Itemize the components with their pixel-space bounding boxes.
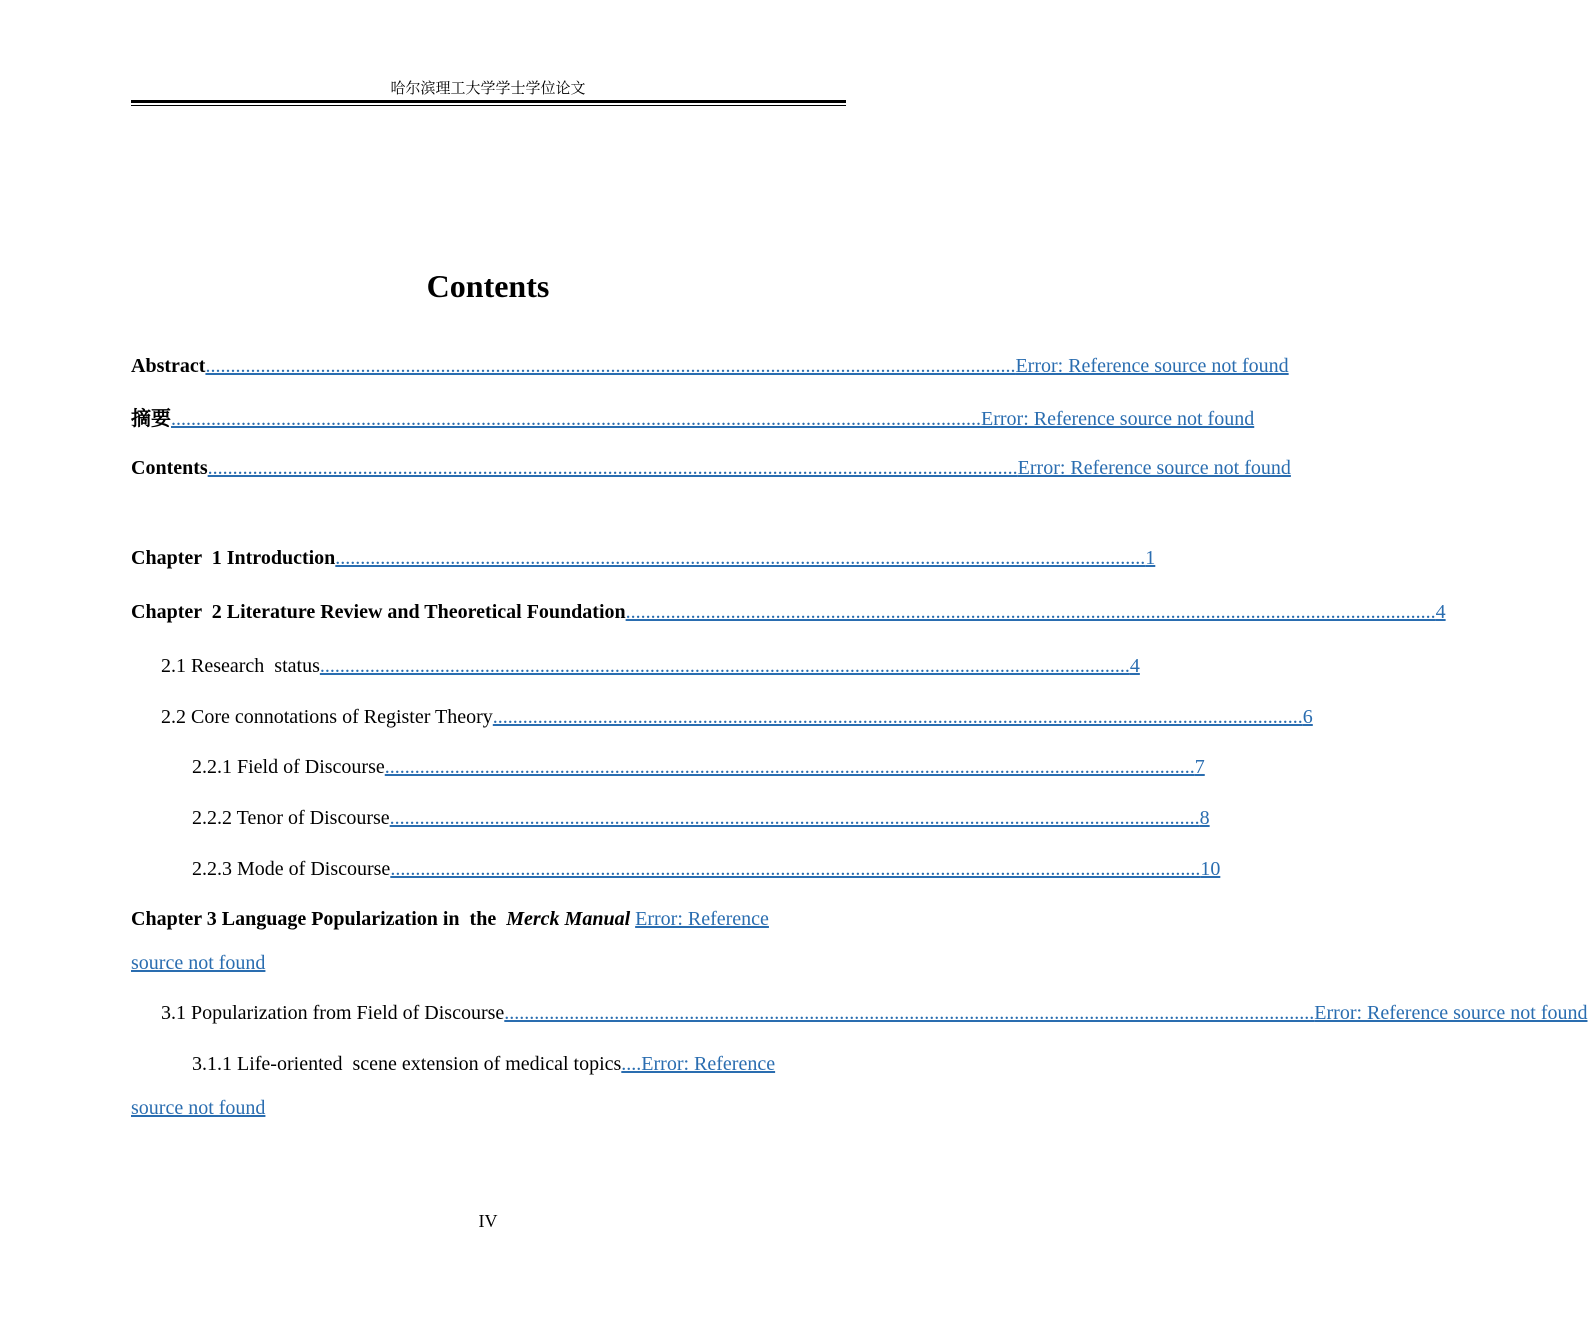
- toc-entry-2-2-2[interactable]: [192, 805, 1210, 831]
- toc-page-ref[interactable]: 8: [1199, 807, 1210, 829]
- toc-page-ref[interactable]: 4: [1435, 601, 1446, 623]
- toc-leader[interactable]: ..................................................................................................................................................................: [319, 655, 1130, 677]
- toc-entry-2-1[interactable]: [161, 653, 1140, 679]
- toc-page-ref[interactable]: 7: [1194, 756, 1205, 778]
- toc-label: 2.1 Research status: [161, 655, 320, 677]
- header-rule-thick: [131, 100, 846, 103]
- toc-page-ref[interactable]: 4: [1129, 655, 1140, 677]
- toc-label: Contents: [131, 457, 208, 479]
- toc-entry-2-2-1[interactable]: [192, 754, 1205, 780]
- toc-entry-chapter-1[interactable]: [131, 545, 1156, 571]
- header-rule-thin: [131, 105, 846, 106]
- toc-page-ref[interactable]: Error: Reference source not found: [981, 408, 1255, 430]
- toc-page-ref[interactable]: ....Error: Reference: [621, 1053, 776, 1075]
- toc-entry-2-2[interactable]: [161, 704, 1313, 730]
- toc-label: 摘要: [131, 406, 171, 430]
- toc-label: 2.2.3 Mode of Discourse: [192, 858, 391, 880]
- toc-label: Abstract: [131, 355, 206, 377]
- toc-page-ref[interactable]: Error: Reference: [635, 908, 769, 930]
- page-title: Contents: [426, 268, 550, 304]
- toc-label: Chapter 2 Literature Review and Theoretical Foundation: [131, 601, 626, 623]
- page-number: IV: [478, 1211, 498, 1231]
- toc-page-ref-continued[interactable]: source not found: [131, 952, 266, 974]
- toc-page-ref-continued[interactable]: source not found: [131, 1097, 266, 1119]
- toc-leader[interactable]: ..................................................................................................................................................................: [389, 807, 1200, 829]
- toc-page-ref[interactable]: 10: [1200, 858, 1221, 880]
- toc-leader[interactable]: ..................................................................................................................................................................: [390, 858, 1201, 880]
- toc-leader[interactable]: ..................................................................................................................................................................: [625, 601, 1436, 623]
- toc-entry-abstract[interactable]: [131, 353, 1289, 379]
- toc-page-ref[interactable]: Error: Reference source not found: [1314, 1002, 1588, 1024]
- toc-label: 2.2 Core connotations of Register Theory: [161, 706, 493, 728]
- toc-page-ref[interactable]: 6: [1302, 706, 1313, 728]
- toc-label: 2.2.1 Field of Discourse: [192, 756, 385, 778]
- toc-entry-zhaiyao[interactable]: [131, 405, 1255, 432]
- toc-leader[interactable]: ..................................................................................................................................................................: [207, 457, 1018, 479]
- toc-label: Chapter 1 Introduction: [131, 547, 336, 569]
- toc-label: 3.1.1 Life-oriented scene extension of medical topics: [192, 1053, 622, 1075]
- toc-entry-3-1[interactable]: [161, 1000, 1588, 1026]
- toc-entry-3-1-1[interactable]: [131, 1042, 845, 1130]
- toc-leader[interactable]: ..................................................................................................................................................................: [384, 756, 1195, 778]
- toc-label: Chapter 3 Language Popularization in the: [131, 908, 507, 930]
- toc-label: 3.1 Popularization from Field of Discourse: [161, 1002, 505, 1024]
- toc-page-ref[interactable]: Error: Reference source not found: [1017, 457, 1291, 479]
- toc-entry-2-2-3[interactable]: [192, 856, 1221, 882]
- toc-label-italic: Merck Manual: [506, 908, 631, 930]
- running-header: 哈尔滨理工大学学士学位论文: [390, 81, 586, 97]
- toc-label: 2.2.2 Tenor of Discourse: [192, 807, 390, 829]
- toc-entry-chapter-2[interactable]: [131, 599, 1446, 625]
- toc-leader[interactable]: ..................................................................................................................................................................: [492, 706, 1303, 728]
- toc-page-ref[interactable]: Error: Reference source not found: [1015, 355, 1289, 377]
- toc-page-ref[interactable]: 1: [1145, 547, 1156, 569]
- toc-entry-contents[interactable]: [131, 455, 1291, 481]
- toc-leader[interactable]: ..................................................................................................................................................................: [335, 547, 1146, 569]
- toc-leader[interactable]: ..................................................................................................................................................................: [171, 408, 981, 430]
- toc-leader[interactable]: ..................................................................................................................................................................: [205, 355, 1016, 377]
- toc-leader[interactable]: ..................................................................................................................................................................: [504, 1002, 1315, 1024]
- toc-entry-chapter-3[interactable]: [131, 897, 845, 985]
